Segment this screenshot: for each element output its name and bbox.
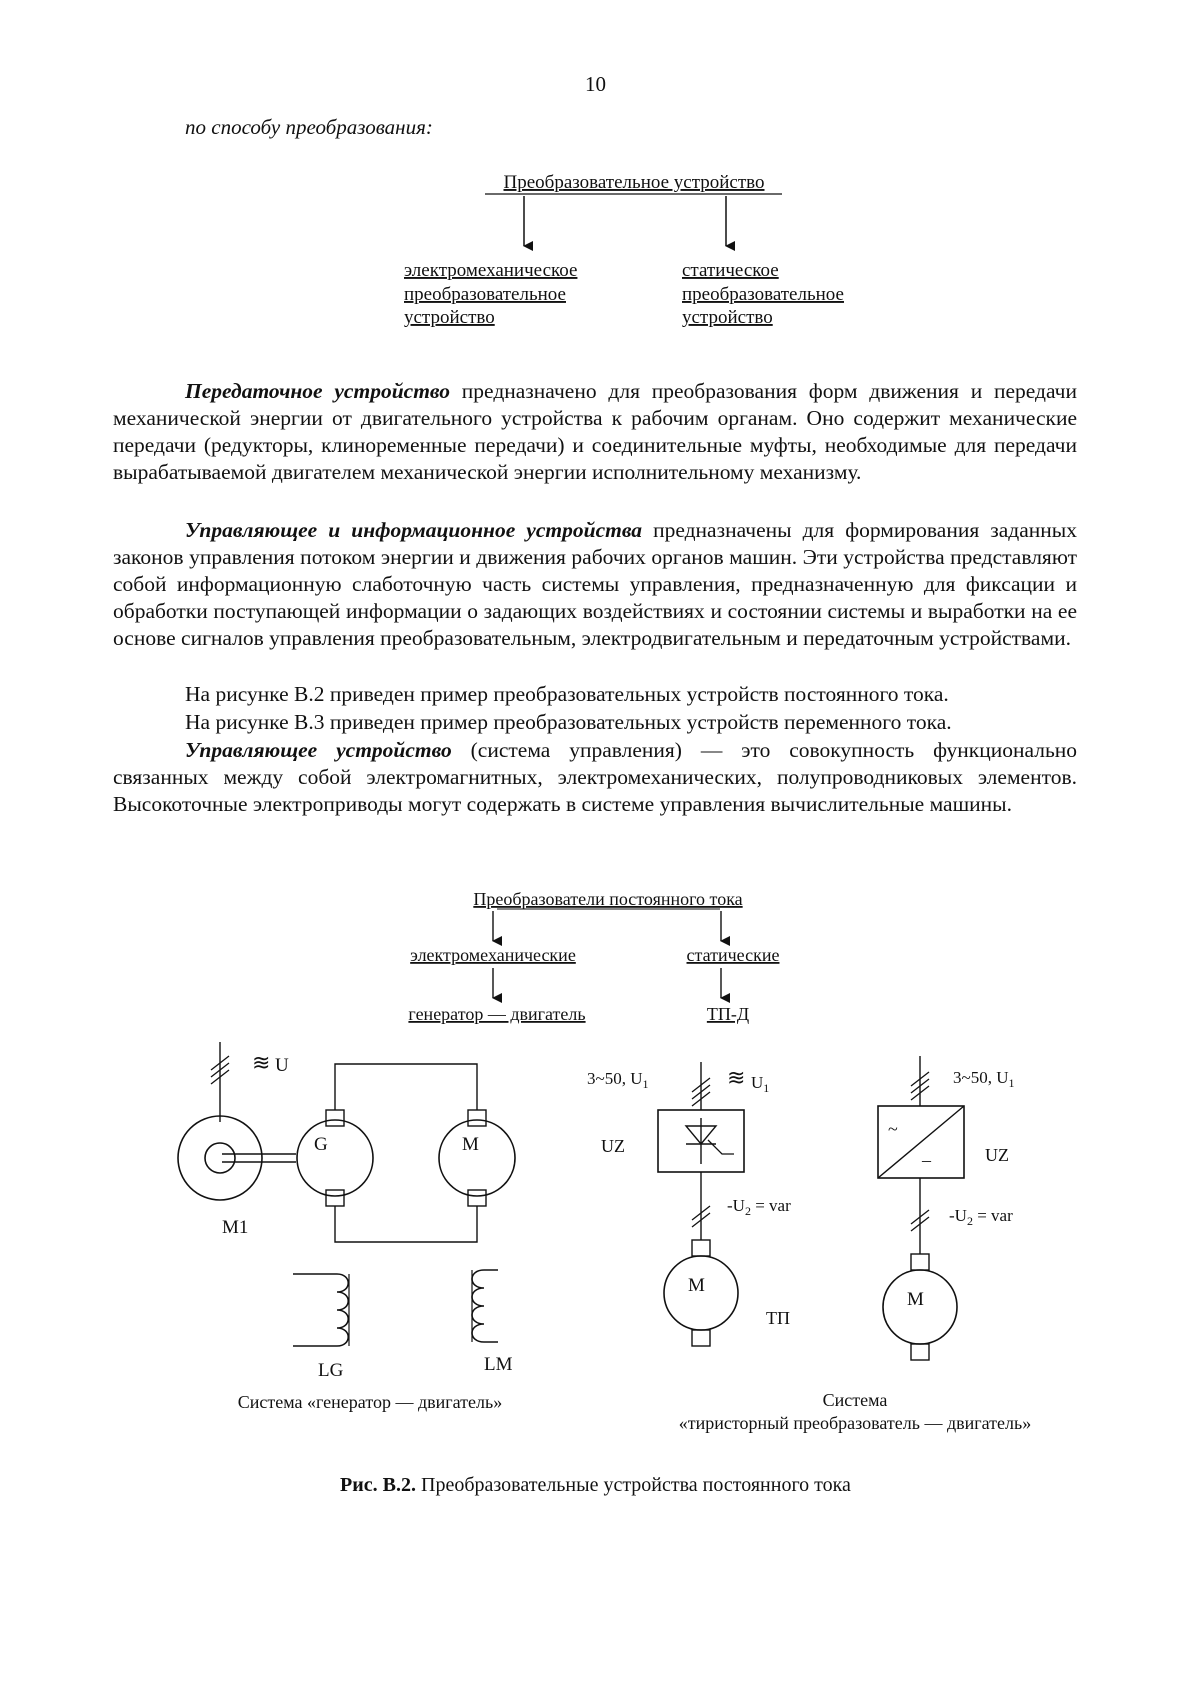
generator-motor-system (178, 1042, 515, 1412)
caption-text: Преобразовательные устройства постоянного тока (416, 1474, 851, 1496)
fig-leaf-left: генератор — двигатель (408, 1004, 586, 1024)
supply-label-2: 3~50, $U_1$ (953, 1068, 1015, 1090)
diagram1-left-3: устройство (404, 307, 495, 328)
term-control-info: Управляющее и информационное устройства (185, 518, 643, 542)
fig-leaf-right: ТП-Д (706, 1004, 750, 1024)
tilde-symbol: ~ (888, 1119, 898, 1139)
motor-m-gd (439, 1120, 515, 1196)
term-control-device: Управляющее устройство (185, 738, 452, 762)
motor-m1 (178, 1116, 262, 1200)
system-tpd-caption-2: «тиристорный преобразователь — двигатель» (678, 1413, 1032, 1433)
page-number: 10 (585, 72, 606, 96)
label-m-tp: M (688, 1275, 705, 1296)
coil-lg (293, 1274, 348, 1346)
system-gd-caption: Система «генератор — двигатель» (237, 1392, 503, 1412)
paragraph-fig-b3: На рисунке В.3 приведен пример преобразовательных устройств переменного тока. (185, 710, 952, 734)
label-uz-1: UZ (601, 1136, 625, 1156)
coil-lm (472, 1270, 498, 1342)
thyristor-system-2 (878, 1056, 1014, 1360)
fig-branch-right: статические (686, 945, 780, 965)
diagram1-right-1: статическое (682, 260, 779, 281)
label-lm: LM (484, 1354, 513, 1375)
generator-g (297, 1120, 373, 1196)
label-m-tp2: M (907, 1289, 924, 1310)
paragraph-transmission-text: предназначено для преобразования форм движения и передачи механической энергии от двигательного устройства к рабочим органам. Оно содержит механические передачи (редукторы, клиноременные передачи) и соединительные муфты, необходимые для передачи вырабатываемой двигателем механической энергии исполнительному механизму. (113, 379, 1077, 484)
thyristor-system-1 (587, 1062, 791, 1346)
dc-symbol: – (922, 1150, 931, 1170)
label-m1: M1 (222, 1217, 249, 1238)
label-u: U (275, 1055, 289, 1076)
paragraph-control-info (113, 517, 1077, 652)
diagram1-left-2: преобразовательное (404, 284, 566, 305)
ac-symbol-1: ≋ (727, 1065, 746, 1090)
figure-b2 (0, 870, 1191, 1470)
figure-caption (0, 1474, 1191, 1497)
u1-label-1: $U_1$ (751, 1073, 770, 1095)
paragraph-control-device (113, 737, 1077, 818)
paragraph-control-info-text: предназначены для формирования заданных законов управления потоком энергии и движения рабочих органов машин. Эти устройства представляют собой информационную слаботочную часть системы управления, предназначенную для фиксации и обработки поступающей информации о задающих воздействиях и состоянии системы и выработки на ее основе сигналов управления преобразовательным, электродвигательным и передаточным устройствами. (113, 518, 1077, 650)
fig-branch-left: электромеханические (410, 945, 576, 965)
paragraph-transmission (113, 378, 1077, 486)
term-transmission: Передаточное устройство (185, 379, 450, 403)
supply-label-1: 3~50, $U_1$ (587, 1069, 649, 1091)
paragraph-control-device-text: (система управления) — это совокупность функционально связанных между собой электромагнитных, электромеханических, полупроводниковых элементов. Высокоточные электроприводы могут содержать в системе управления вычислительные машины. (113, 738, 1078, 816)
label-uz-2: UZ (985, 1145, 1009, 1165)
diagram1-right-3: устройство (682, 307, 773, 328)
label-lg: LG (318, 1360, 344, 1381)
diagram1-root: Преобразовательное устройство (503, 172, 765, 193)
label-g: G (314, 1134, 328, 1155)
intro-line: по способу преобразования: (185, 115, 433, 139)
diagram1-right-2: преобразовательное (682, 284, 844, 305)
system-tpd-caption-1: Система (822, 1390, 888, 1410)
label-tp: ТП (766, 1308, 790, 1328)
output-label-1: $-U_2$ = var (727, 1196, 791, 1218)
diagram1-left-1: электромеханическое (404, 260, 578, 281)
converter-type-diagram (0, 0, 1191, 340)
label-m-gd: M (462, 1134, 479, 1155)
ac-symbol: ≋ (252, 1050, 271, 1075)
caption-label: Рис. В.2. (340, 1474, 417, 1496)
paragraph-fig-b2: На рисунке В.2 приведен пример преобразовательных устройств постоянного тока. (185, 682, 949, 706)
output-label-2: $-U_2$ = var (949, 1206, 1013, 1228)
fig-root: Преобразователи постоянного тока (473, 889, 743, 909)
